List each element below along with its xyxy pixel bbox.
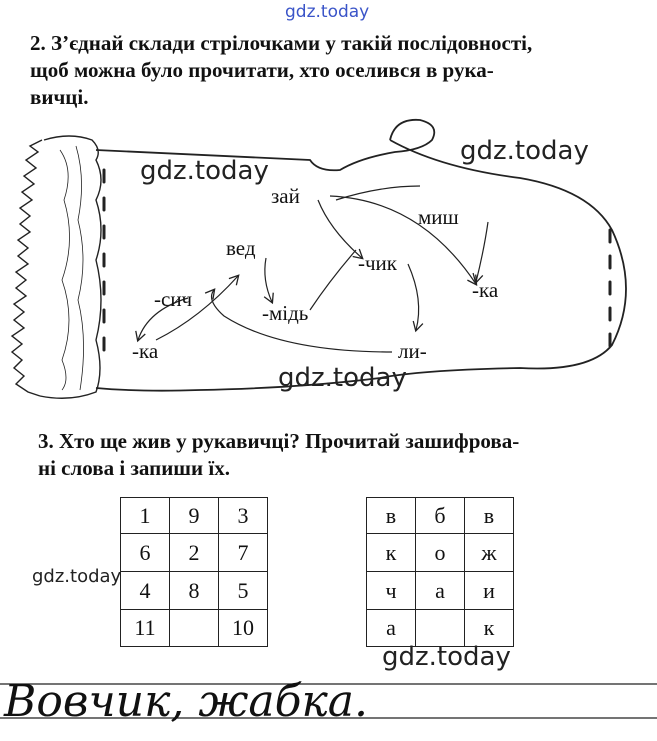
grid-cell: 11 <box>121 610 170 647</box>
grid-cell: 3 <box>219 498 268 534</box>
grid-cell: ч <box>367 572 416 610</box>
syllable-ka-2: -ка <box>132 339 159 363</box>
grid-cell: а <box>416 572 465 610</box>
grid-cell: и <box>465 572 514 610</box>
grid-cell: о <box>416 534 465 572</box>
grid-cell: 7 <box>219 534 268 572</box>
watermark: gdz.today <box>382 642 511 672</box>
grid-cell: в <box>367 498 416 534</box>
letters-grid <box>366 497 514 647</box>
grid-row <box>121 572 268 610</box>
grid-cell: к <box>367 534 416 572</box>
task2-line-1: 2. З’єднай склади стрілочками у такій послідовності, <box>30 31 533 55</box>
grid-row <box>121 610 268 647</box>
grid-cell: 10 <box>219 610 268 647</box>
numbers-grid <box>120 497 268 647</box>
grid-row <box>367 498 514 534</box>
mitten-stitches <box>104 170 610 350</box>
grid-cell: 5 <box>219 572 268 610</box>
syllable-ka-1: -ка <box>472 278 499 302</box>
grid-cell: б <box>416 498 465 534</box>
grid-cell: ж <box>465 534 514 572</box>
grid-row <box>367 534 514 572</box>
grid-cell: 1 <box>121 498 170 534</box>
syllable-ly: ли- <box>398 339 427 363</box>
handwritten-answer: Вовчик, жабка. <box>4 676 368 727</box>
task3-number: 3 <box>38 429 49 453</box>
grid-cell: 9 <box>170 498 219 534</box>
grid-cell: а <box>367 610 416 647</box>
grid-row <box>121 534 268 572</box>
task3-heading <box>38 428 519 482</box>
mitten-cuff <box>12 136 101 398</box>
grid-cell: 2 <box>170 534 219 572</box>
syllable-sych: -сич <box>154 287 193 311</box>
task2-line-2: щоб можна було прочитати, хто оселився в рука- <box>30 58 494 82</box>
grid-row <box>367 572 514 610</box>
syllable-zai: зай <box>271 184 300 208</box>
task3-line-1: 3. Хто ще жив у рукавичці? Прочитай зашифрова- <box>38 429 520 453</box>
watermark-top: gdz.today <box>285 2 370 22</box>
watermark: gdz.today <box>278 363 407 393</box>
grid-row <box>121 498 268 534</box>
syllable-mysh: миш <box>418 205 459 229</box>
grid-cell: 6 <box>121 534 170 572</box>
grid-row <box>367 610 514 647</box>
watermark: gdz.today <box>32 566 122 587</box>
grid-cell <box>416 610 465 647</box>
grid-cell <box>170 610 219 647</box>
task2-number: 2 <box>30 31 41 55</box>
syllable-chyk: -чик <box>358 251 397 275</box>
syllable-ved: вед <box>226 236 256 260</box>
grid-cell: в <box>465 498 514 534</box>
task2-line-3: вичці. <box>30 85 89 109</box>
watermark: gdz.today <box>460 136 589 166</box>
task3-line-2: ні слова і запиши їх. <box>38 456 230 480</box>
grid-cell: к <box>465 610 514 647</box>
watermark: gdz.today <box>140 156 269 186</box>
grid-cell: 4 <box>121 572 170 610</box>
grid-cell: 8 <box>170 572 219 610</box>
syllable-mid: -мідь <box>262 301 309 325</box>
